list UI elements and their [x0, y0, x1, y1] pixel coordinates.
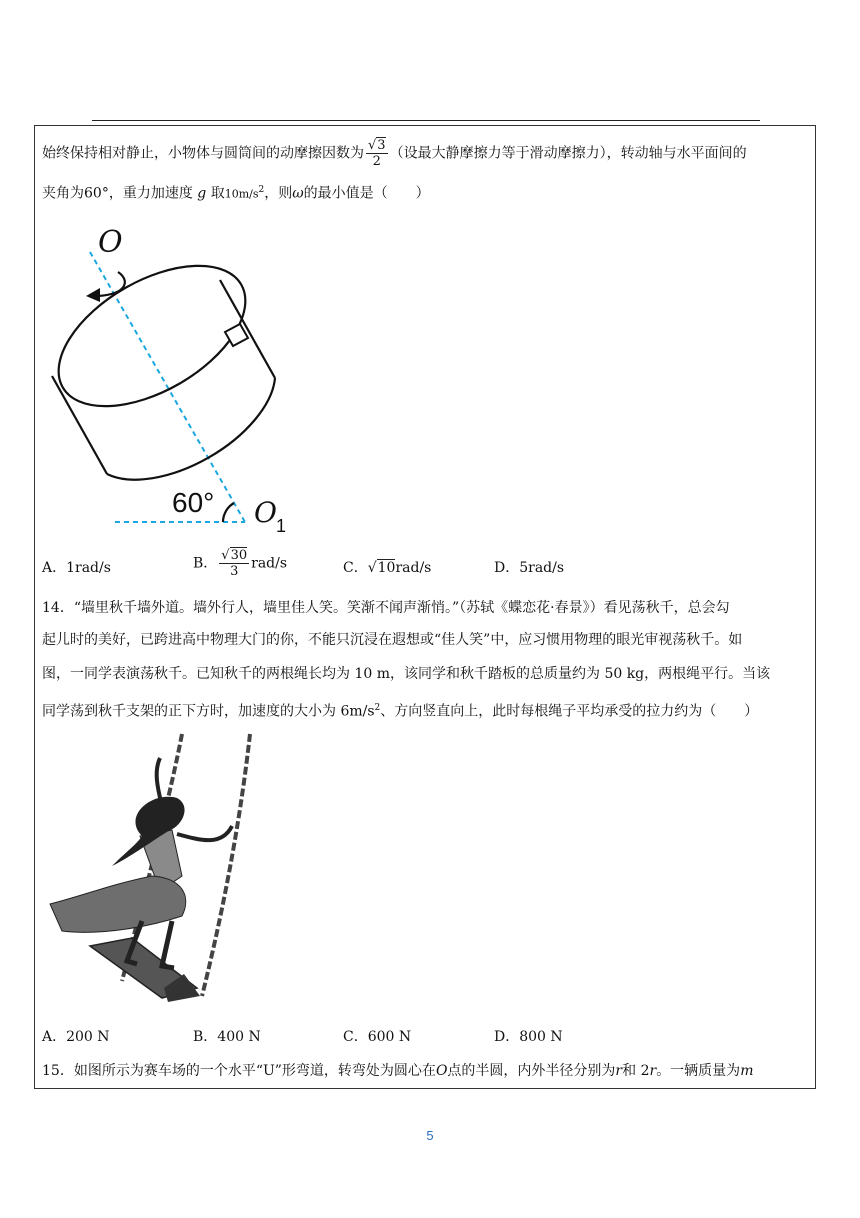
- q14-option-a: A．200 N: [42, 1029, 110, 1045]
- girl-skirt: [50, 876, 186, 932]
- q13-text-b: （设最大静摩擦力等于滑动摩擦力），转动轴与水平面间的: [389, 145, 747, 162]
- q14-option-b: B．400 N: [193, 1029, 261, 1045]
- cylinder-bottom: [107, 378, 275, 480]
- q14-line-4: 同学荡到秋千支架的正下方时，加速度的大小为 $6m/s^2$、方向竖直向上，此时每根绳子平均承受的拉力约为（ ）: [42, 703, 759, 720]
- q13-line-1: [42, 138, 747, 169]
- swing-figure: [42, 726, 262, 1016]
- q13-option-c: C．√10rad/s: [343, 560, 432, 576]
- q13-option-d: D．5rad/s: [494, 560, 565, 576]
- q13-option-a: A．1rad/s: [42, 560, 111, 576]
- swing-rope-right: [202, 734, 250, 996]
- q13-line-2: 夹角为60°，重力加速度 g 取$10m/s^2$，则ω的最小值是（ ）: [42, 185, 430, 202]
- page-number: 5: [426, 1128, 434, 1143]
- q14-option-c: C．600 N: [343, 1029, 412, 1045]
- mu-fraction: $\frac{√3}{2}$: [368, 138, 386, 169]
- label-O: O: [98, 225, 123, 260]
- q14-line-3: 图，一同学表演荡秋千。已知秋千的两根绳长均为 10 m，该同学和秋千踏板的总质量约为 50 kg，两根绳平行。当该: [42, 666, 771, 682]
- q14-line-2: 起儿时的美好，已跨进高中物理大门的你，不能只沉浸在遐想或“佳人笑”中，应习惯用物理的眼光审视荡秋千。如: [42, 632, 743, 648]
- rotating-cylinder-figure: [40, 222, 300, 538]
- header-rule: [92, 120, 760, 121]
- angle-arc: [223, 503, 234, 522]
- q13-text-a: 始终保持相对静止，小物体与圆筒间的动摩擦因数为: [42, 145, 364, 162]
- q15-line-1: 15．如图所示为赛车场的一个水平“U”形弯道，转弯处为圆心在O点的半圆，内外半径分别为r和 2r。一辆质量为m: [42, 1063, 754, 1079]
- q13-option-b: B． $\frac{√30}{3}$ rad/s: [193, 548, 288, 579]
- label-O1: O: [254, 496, 277, 529]
- q14-line-1: 14．“墙里秋千墙外道。墙外行人，墙里佳人笑。笑渐不闻声渐悄。”（苏轼《蝶恋花·春景》）看见荡秋千，总会勾: [42, 600, 730, 616]
- rotation-arrow-icon: [98, 272, 125, 296]
- label-O1-sub: 1: [276, 516, 287, 536]
- q14-option-d: D．800 N: [494, 1029, 563, 1045]
- label-angle: 60°: [172, 487, 215, 518]
